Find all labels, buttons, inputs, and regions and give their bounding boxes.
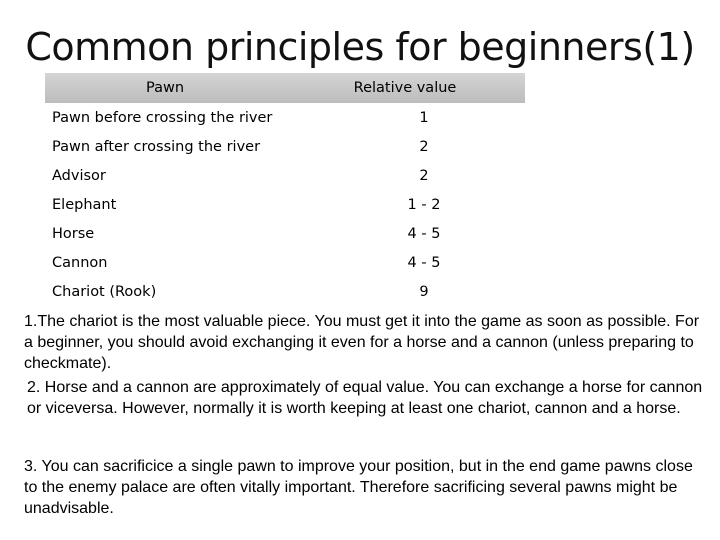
piece-value: 2 bbox=[419, 167, 429, 184]
piece-name: Horse bbox=[52, 225, 95, 242]
principle-paragraph-3: 3. You can sacrificice a single pawn to improve your position, but in the end game pawns close to the enemy palace are often vitally important. Therefore sacrificing several pawns might be unadvisable. bbox=[24, 458, 693, 517]
slide-title: Common principles for beginners(1) bbox=[25, 25, 695, 69]
header-relative-value: Relative value bbox=[353, 80, 457, 96]
table-row bbox=[45, 248, 525, 277]
piece-value: 4 - 5 bbox=[407, 225, 441, 242]
table-row bbox=[45, 277, 525, 306]
principle-paragraph-1: 1.The chariot is the most valuable piece. You must get it into the game as soon as possible. For a beginner, you should avoid exchanging it even for a horse and a cannon (unless preparing to checkmate). bbox=[24, 313, 700, 372]
header-piece: Pawn bbox=[145, 80, 185, 96]
piece-value: 4 - 5 bbox=[407, 254, 441, 271]
table-row bbox=[45, 161, 525, 190]
piece-name: Chariot (Rook) bbox=[52, 283, 157, 300]
table-row bbox=[45, 190, 525, 219]
piece-name: Cannon bbox=[52, 254, 108, 271]
table-row bbox=[45, 132, 525, 161]
piece-value: 1 - 2 bbox=[407, 196, 441, 213]
piece-name: Elephant bbox=[52, 196, 117, 213]
table-row bbox=[45, 103, 525, 132]
piece-name: Pawn after crossing the river bbox=[52, 138, 261, 155]
piece-value: 2 bbox=[419, 138, 429, 155]
piece-value: 9 bbox=[419, 283, 429, 300]
piece-value: 1 bbox=[419, 109, 429, 126]
piece-name: Pawn before crossing the river bbox=[52, 109, 273, 126]
piece-value-table bbox=[45, 73, 525, 306]
table-header bbox=[45, 73, 525, 103]
table-row bbox=[45, 219, 525, 248]
piece-name: Advisor bbox=[52, 167, 106, 184]
principle-paragraph-2: 2. Horse and a cannon are approximately of equal value. You can exchange a horse for cannon or viceversa. However, normally it is worth keeping at least one chariot, cannon and a horse. bbox=[27, 379, 703, 417]
